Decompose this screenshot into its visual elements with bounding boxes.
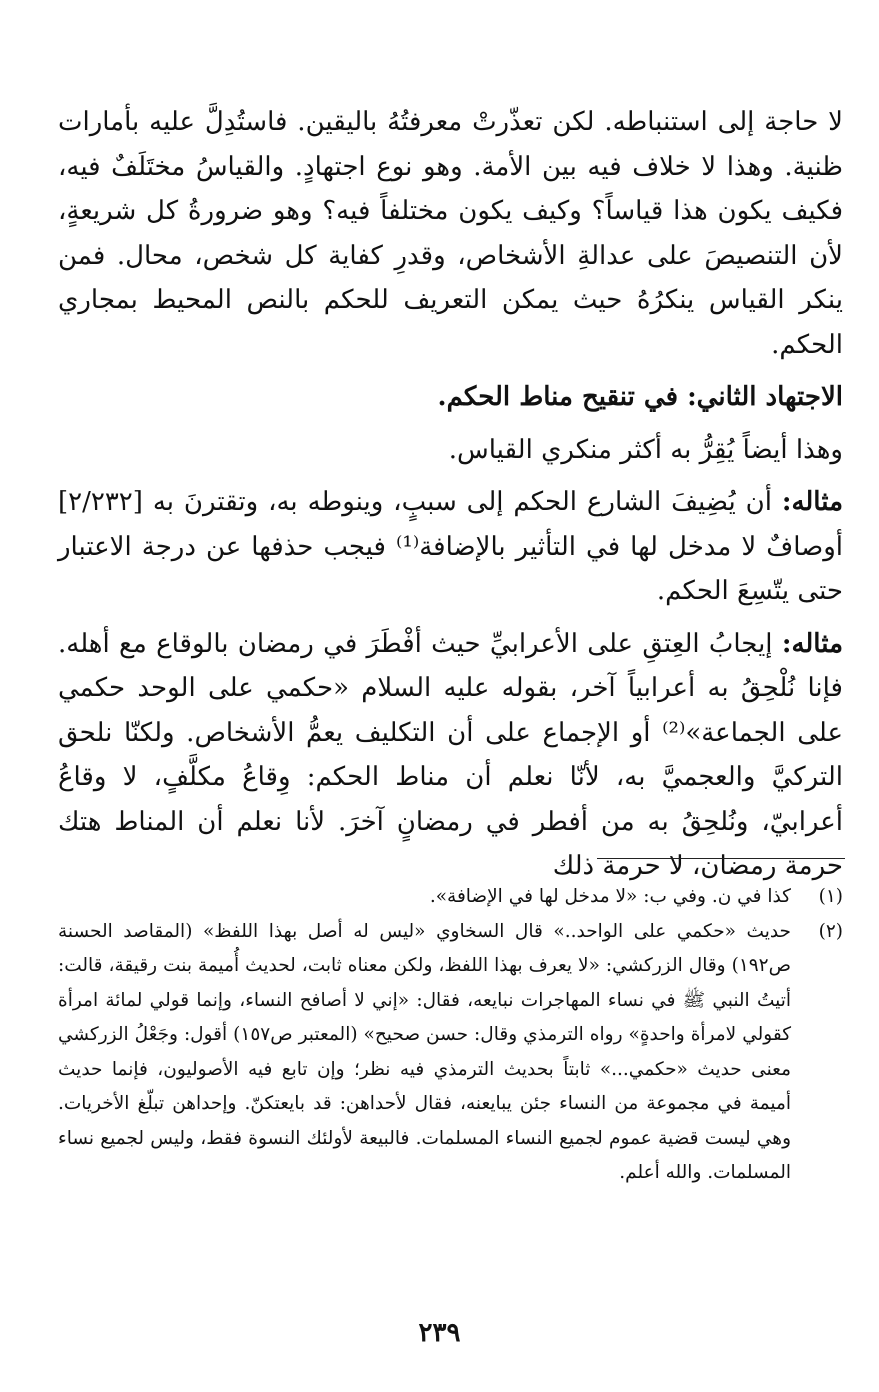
footnote-text: كذا في ن. وفي ب: «لا مدخل لها في الإضافة». [429,886,791,907]
footnote-text: حديث «حكمي على الواحد..» قال السخاوي «ليس له أصل بهذا اللفظ» (المقاصد الحسنة ص١٩٢) وقال الزركشي: «لا يعرف بهذا اللفظ، ولكن معناه ثابت، لحديث أُميمة بنت رقيقة، قالت: أتيتُ النبي ﷺ في نساء المهاجرات نبايعه، فقال: «إني لا أصافح النساء، وإنما قولي لمائة امرأة كقولي لامرأة واحدةٍ» رواه الترمذي وقال: حسن صحيح» (المعتبر ص١٥٧) أقول: وجَعْلُ الزركشي معنى حديث «حكمي...» ثابتاً بحديث الترمذي فيه نظر؛ وإن تابع فيه الأصوليون، فإنما حديث أميمة في مجموعة من النساء جئن يبايعنه، فقال لأحداهن: قد بايعتكنّ. وإحداهن تبلّغ الأخريات. وهي ليست قضية عموم لجميع النساء المسلمات. فالبيعة لأولئك النسوة فقط، وليس لجميع نساء المسلمات. والله أعلم. [58,920,792,1183]
example-label: مثاله: [781,487,843,517]
footnotes [58,880,843,1191]
example-text: أن يُضِيفَ الشارع الحكم إلى سببٍ، وينوطه به، وتقترنَ به [٢/٢٣٢] أوصافٌ لا مدخل لها في التأثير بالإضافة⁽¹⁾ فيجب حذفها عن درجة الاعتبار حتى يتّسِعَ الحكم. [58,487,843,606]
footnote-number: (١) [818,886,843,907]
page-number: ٢٣٩ [418,1318,461,1348]
footnote [58,880,843,915]
footnote-divider [597,858,845,859]
footnote-number: (٢) [818,920,843,942]
paragraph-intro: لا حاجة إلى استنباطه. لكن تعذّرتْ معرفتُهُ باليقين. فاستُدِلَّ عليه بأمارات ظنية. وهذا لا خلاف فيه بين الأمة. وهو نوع اجتهادٍ. والقياسُ مختَلَفٌ فيه، فكيف يكون هذا قياساً؟ وكيف يكون مختلفاً فيه؟ وهو ضرورةُ كل شريعةٍ، لأن التنصيصَ على عدالةِ الأشخاص، وقدرِ كفاية كل شخص، محال. فمن ينكر القياس ينكرُهُ حيث يمكن التعريف للحكم بالنص المحيط بمجاري الحكم. [58,107,843,360]
example-label: مثاله: [781,628,843,659]
paragraph-note: وهذا أيضاً يُقِرُّ به أكثر منكري القياس. [448,434,843,465]
section-heading: الاجتهاد الثاني: في تنقيح مناط الحكم. [437,382,843,412]
example-text: إيجابُ العِتقِ على الأعرابيِّ حيث أفْطَرَ في رمضان بالوقاع مع أهله. فإنا نُلْحِقُ به أعرابياً آخر، بقوله عليه السلام «حكمي على الوحد حكمي على الجماعة»⁽²⁾ أو الإجماع على أن التكليف يعمُّ الأشخاص. ولكنّا نلحق التركيَّ والعجميَّ به، لأنّا نعلم أن مناط الحكم: وِقاعُ مكلَّفٍ، لا وقاعُ أعرابيّ، ونُلحِقُ به من أفطر في رمضانٍ آخرَ. لأنا نعلم أن المناط هتك حرمة رمضان، لا حرمة ذلك [58,628,844,881]
main-text [58,100,843,889]
footnote [58,915,843,1191]
example-paragraph-1 [58,480,843,614]
example-paragraph-2 [58,622,843,889]
